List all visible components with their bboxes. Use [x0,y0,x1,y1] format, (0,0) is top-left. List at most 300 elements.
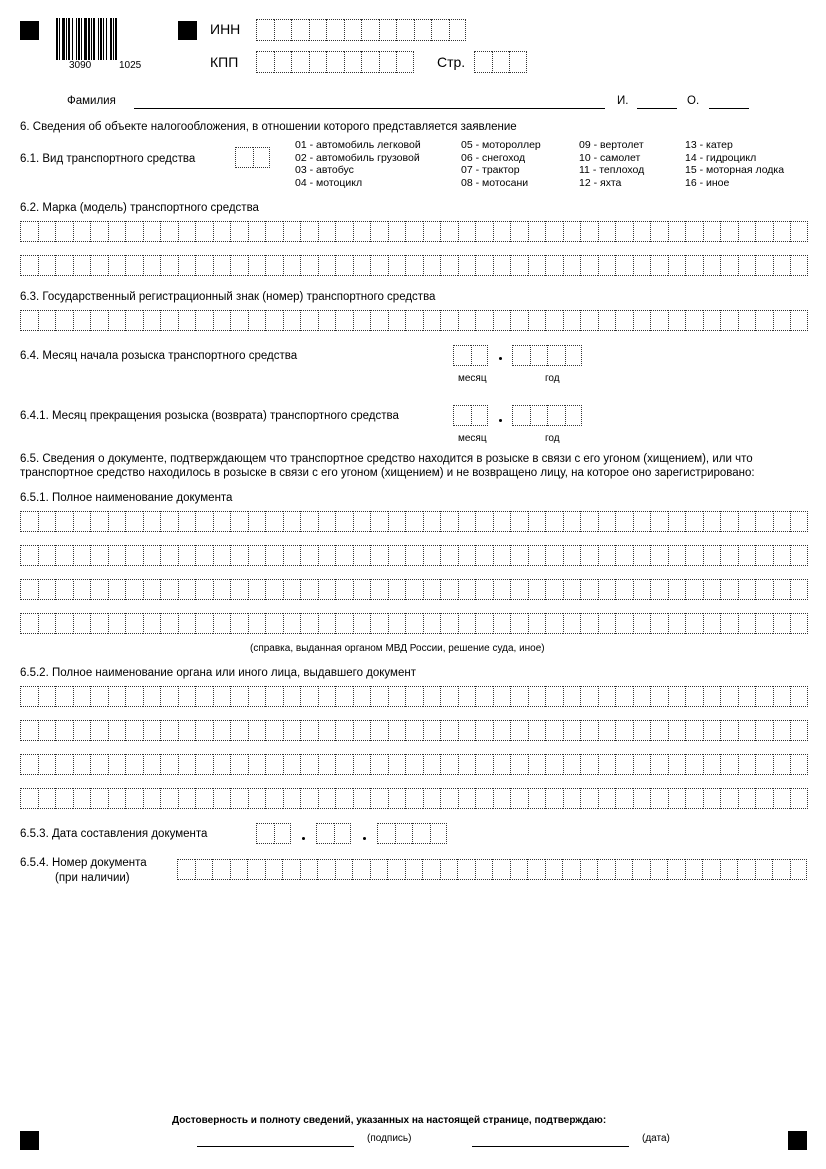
entry-cell[interactable] [650,579,668,600]
entry-cell[interactable] [563,686,581,707]
initial-i-line[interactable] [637,108,677,109]
entry-cell[interactable] [334,823,352,844]
entry-cell[interactable] [195,788,213,809]
entry-cell[interactable] [545,686,563,707]
entry-cell[interactable] [143,788,161,809]
entry-cell[interactable] [300,720,318,741]
entry-cell[interactable] [423,255,441,276]
entry-cell[interactable] [370,255,388,276]
entry-cell[interactable] [160,788,178,809]
entry-cell[interactable] [493,511,511,532]
entry-cell[interactable] [20,511,38,532]
entry-cell[interactable] [108,255,126,276]
entry-cell[interactable] [143,221,161,242]
entry-cell[interactable] [457,859,475,880]
entry-cell[interactable] [388,579,406,600]
entry-cell[interactable] [143,255,161,276]
entry-cell[interactable] [475,221,493,242]
entry-cell[interactable] [300,511,318,532]
entry-cell[interactable] [335,613,353,634]
entry-cell[interactable] [720,720,738,741]
entry-cell[interactable] [755,511,773,532]
entry-cell[interactable] [423,754,441,775]
entry-cell[interactable] [790,686,808,707]
entry-cell[interactable] [440,788,458,809]
entry-cell[interactable] [178,754,196,775]
entry-cell[interactable] [580,221,598,242]
entry-cell[interactable] [108,754,126,775]
entry-cell[interactable] [547,405,565,426]
entry-cell[interactable] [598,613,616,634]
doc-name-cells-row-1[interactable] [20,511,808,532]
entry-cell[interactable] [370,221,388,242]
entry-cell[interactable] [580,720,598,741]
entry-cell[interactable] [405,310,423,331]
entry-cell[interactable] [598,255,616,276]
entry-cell[interactable] [650,221,668,242]
entry-cell[interactable] [195,255,213,276]
entry-cell[interactable] [300,255,318,276]
entry-cell[interactable] [352,859,370,880]
entry-cell[interactable] [73,511,91,532]
entry-cell[interactable] [283,255,301,276]
entry-cell[interactable] [108,613,126,634]
entry-cell[interactable] [633,221,651,242]
entry-cell[interactable] [633,579,651,600]
entry-cell[interactable] [528,686,546,707]
entry-cell[interactable] [773,686,791,707]
entry-cell[interactable] [309,51,327,73]
entry-cell[interactable] [510,545,528,566]
entry-cell[interactable] [650,310,668,331]
entry-cell[interactable] [598,221,616,242]
entry-cell[interactable] [353,221,371,242]
entry-cell[interactable] [195,310,213,331]
entry-cell[interactable] [685,310,703,331]
entry-cell[interactable] [545,720,563,741]
entry-cell[interactable] [38,788,56,809]
entry-cell[interactable] [738,221,756,242]
entry-cell[interactable] [773,579,791,600]
entry-cell[interactable] [528,255,546,276]
entry-cell[interactable] [563,310,581,331]
entry-cell[interactable] [195,545,213,566]
entry-cell[interactable] [265,720,283,741]
entry-cell[interactable] [703,255,721,276]
entry-cell[interactable] [475,720,493,741]
entry-cell[interactable] [316,823,334,844]
entry-cell[interactable] [335,686,353,707]
entry-cell[interactable] [650,720,668,741]
entry-cell[interactable] [213,754,231,775]
entry-cell[interactable] [545,511,563,532]
entry-cell[interactable] [405,221,423,242]
entry-cell[interactable] [475,754,493,775]
entry-cell[interactable] [668,720,686,741]
entry-cell[interactable] [493,221,511,242]
entry-cell[interactable] [353,788,371,809]
entry-cell[interactable] [90,310,108,331]
entry-cell[interactable] [283,579,301,600]
entry-cell[interactable] [38,579,56,600]
entry-cell[interactable] [20,310,38,331]
entry-cell[interactable] [230,720,248,741]
entry-cell[interactable] [388,255,406,276]
entry-cell[interactable] [703,686,721,707]
entry-cell[interactable] [423,310,441,331]
entry-cell[interactable] [195,859,213,880]
entry-cell[interactable] [668,511,686,532]
issuer-cells-row-3[interactable] [20,754,808,775]
entry-cell[interactable] [178,511,196,532]
entry-cell[interactable] [90,545,108,566]
entry-cell[interactable] [650,754,668,775]
entry-cell[interactable] [361,51,379,73]
entry-cell[interactable] [580,788,598,809]
entry-cell[interactable] [528,613,546,634]
entry-cell[interactable] [633,545,651,566]
entry-cell[interactable] [108,511,126,532]
entry-cell[interactable] [738,754,756,775]
entry-cell[interactable] [213,221,231,242]
entry-cell[interactable] [387,859,405,880]
entry-cell[interactable] [755,686,773,707]
entry-cell[interactable] [633,511,651,532]
entry-cell[interactable] [475,686,493,707]
entry-cell[interactable] [510,859,528,880]
entry-cell[interactable] [737,859,755,880]
entry-cell[interactable] [125,545,143,566]
entry-cell[interactable] [580,255,598,276]
entry-cell[interactable] [440,310,458,331]
entry-cell[interactable] [370,613,388,634]
entry-cell[interactable] [370,686,388,707]
entry-cell[interactable] [528,221,546,242]
entry-cell[interactable] [20,754,38,775]
entry-cell[interactable] [563,720,581,741]
issuer-cells-row-2[interactable] [20,720,808,741]
entry-cell[interactable] [633,613,651,634]
entry-cell[interactable] [738,720,756,741]
entry-cell[interactable] [405,859,423,880]
entry-cell[interactable] [370,310,388,331]
entry-cell[interactable] [493,788,511,809]
entry-cell[interactable] [755,859,773,880]
entry-cell[interactable] [213,686,231,707]
entry-cell[interactable] [108,686,126,707]
entry-cell[interactable] [565,405,583,426]
entry-cell[interactable] [335,545,353,566]
entry-cell[interactable] [344,19,362,41]
entry-cell[interactable] [475,511,493,532]
entry-cell[interactable] [790,511,808,532]
entry-cell[interactable] [703,788,721,809]
entry-cell[interactable] [440,255,458,276]
entry-cell[interactable] [282,859,300,880]
entry-cell[interactable] [55,221,73,242]
entry-cell[interactable] [248,221,266,242]
entry-cell[interactable] [703,579,721,600]
entry-cell[interactable] [335,511,353,532]
entry-cell[interactable] [73,310,91,331]
entry-cell[interactable] [160,579,178,600]
entry-cell[interactable] [650,686,668,707]
entry-cell[interactable] [300,221,318,242]
entry-cell[interactable] [414,19,432,41]
entry-cell[interactable] [195,720,213,741]
entry-cell[interactable] [73,221,91,242]
initial-o-line[interactable] [709,108,749,109]
entry-cell[interactable] [720,545,738,566]
entry-cell[interactable] [73,255,91,276]
entry-cell[interactable] [283,686,301,707]
entry-cell[interactable] [265,686,283,707]
entry-cell[interactable] [395,823,413,844]
entry-cell[interactable] [178,545,196,566]
entry-cell[interactable] [55,720,73,741]
entry-cell[interactable] [274,51,292,73]
entry-cell[interactable] [353,545,371,566]
entry-cell[interactable] [388,788,406,809]
entry-cell[interactable] [248,686,266,707]
entry-cell[interactable] [580,613,598,634]
entry-cell[interactable] [668,310,686,331]
entry-cell[interactable] [773,310,791,331]
entry-cell[interactable] [615,221,633,242]
issuer-cells-row-4[interactable] [20,788,808,809]
entry-cell[interactable] [530,405,548,426]
entry-cell[interactable] [790,859,808,880]
entry-cell[interactable] [73,788,91,809]
entry-cell[interactable] [720,310,738,331]
entry-cell[interactable] [755,754,773,775]
entry-cell[interactable] [423,221,441,242]
entry-cell[interactable] [598,579,616,600]
entry-cell[interactable] [545,221,563,242]
entry-cell[interactable] [20,686,38,707]
entry-cell[interactable] [55,579,73,600]
entry-cell[interactable] [738,579,756,600]
entry-cell[interactable] [615,686,633,707]
page-number-cells[interactable] [474,51,527,73]
entry-cell[interactable] [545,859,563,880]
entry-cell[interactable] [38,511,56,532]
entry-cell[interactable] [125,754,143,775]
entry-cell[interactable] [703,613,721,634]
entry-cell[interactable] [143,511,161,532]
entry-cell[interactable] [73,579,91,600]
entry-cell[interactable] [580,859,598,880]
entry-cell[interactable] [440,754,458,775]
entry-cell[interactable] [125,686,143,707]
entry-cell[interactable] [318,310,336,331]
entry-cell[interactable] [213,613,231,634]
entry-cell[interactable] [230,545,248,566]
vehicle-type-cells[interactable] [235,147,270,168]
entry-cell[interactable] [615,511,633,532]
entry-cell[interactable] [248,545,266,566]
entry-cell[interactable] [370,511,388,532]
entry-cell[interactable] [405,686,423,707]
entry-cell[interactable] [55,255,73,276]
entry-cell[interactable] [248,788,266,809]
entry-cell[interactable] [55,310,73,331]
entry-cell[interactable] [283,720,301,741]
entry-cell[interactable] [685,788,703,809]
entry-cell[interactable] [633,686,651,707]
entry-cell[interactable] [300,788,318,809]
entry-cell[interactable] [125,720,143,741]
entry-cell[interactable] [563,613,581,634]
entry-cell[interactable] [213,579,231,600]
entry-cell[interactable] [178,686,196,707]
entry-cell[interactable] [344,51,362,73]
entry-cell[interactable] [90,221,108,242]
entry-cell[interactable] [431,19,449,41]
entry-cell[interactable] [512,345,530,366]
entry-cell[interactable] [703,545,721,566]
entry-cell[interactable] [528,788,546,809]
entry-cell[interactable] [73,720,91,741]
entry-cell[interactable] [412,823,430,844]
entry-cell[interactable] [423,511,441,532]
entry-cell[interactable] [580,511,598,532]
entry-cell[interactable] [510,511,528,532]
entry-cell[interactable] [90,579,108,600]
entry-cell[interactable] [755,720,773,741]
entry-cell[interactable] [230,754,248,775]
entry-cell[interactable] [449,19,467,41]
entry-cell[interactable] [598,754,616,775]
entry-cell[interactable] [291,19,309,41]
entry-cell[interactable] [458,255,476,276]
entry-cell[interactable] [265,613,283,634]
entry-cell[interactable] [20,579,38,600]
entry-cell[interactable] [300,754,318,775]
signature-line[interactable] [197,1146,354,1147]
entry-cell[interactable] [300,579,318,600]
entry-cell[interactable] [703,720,721,741]
entry-cell[interactable] [475,545,493,566]
entry-cell[interactable] [720,788,738,809]
entry-cell[interactable] [353,579,371,600]
entry-cell[interactable] [160,310,178,331]
entry-cell[interactable] [580,754,598,775]
entry-cell[interactable] [326,51,344,73]
entry-cell[interactable] [738,310,756,331]
entry-cell[interactable] [598,686,616,707]
entry-cell[interactable] [300,859,318,880]
entry-cell[interactable] [388,686,406,707]
entry-cell[interactable] [493,545,511,566]
entry-cell[interactable] [230,613,248,634]
entry-cell[interactable] [274,19,292,41]
entry-cell[interactable] [300,310,318,331]
entry-cell[interactable] [73,545,91,566]
entry-cell[interactable] [633,788,651,809]
entry-cell[interactable] [510,686,528,707]
entry-cell[interactable] [755,310,773,331]
entry-cell[interactable] [738,255,756,276]
entry-cell[interactable] [440,511,458,532]
entry-cell[interactable] [702,859,720,880]
entry-cell[interactable] [396,19,414,41]
entry-cell[interactable] [563,255,581,276]
entry-cell[interactable] [563,221,581,242]
entry-cell[interactable] [318,754,336,775]
entry-cell[interactable] [90,686,108,707]
entry-cell[interactable] [493,310,511,331]
entry-cell[interactable] [353,310,371,331]
entry-cell[interactable] [458,686,476,707]
entry-cell[interactable] [300,545,318,566]
entry-cell[interactable] [458,613,476,634]
entry-cell[interactable] [738,686,756,707]
entry-cell[interactable] [720,754,738,775]
entry-cell[interactable] [230,859,248,880]
entry-cell[interactable] [213,788,231,809]
entry-cell[interactable] [370,754,388,775]
entry-cell[interactable] [335,754,353,775]
entry-cell[interactable] [379,51,397,73]
entry-cell[interactable] [580,579,598,600]
entry-cell[interactable] [528,310,546,331]
entry-cell[interactable] [396,51,414,73]
entry-cell[interactable] [563,754,581,775]
entry-cell[interactable] [755,579,773,600]
entry-cell[interactable] [405,720,423,741]
entry-cell[interactable] [528,720,546,741]
kpp-cells[interactable] [256,51,414,73]
entry-cell[interactable] [790,613,808,634]
issuer-cells-row-1[interactable] [20,686,808,707]
doc-date-year-cells[interactable] [377,823,447,844]
entry-cell[interactable] [667,859,685,880]
entry-cell[interactable] [474,51,492,73]
entry-cell[interactable] [615,613,633,634]
entry-cell[interactable] [291,51,309,73]
entry-cell[interactable] [38,754,56,775]
entry-cell[interactable] [125,613,143,634]
entry-cell[interactable] [565,345,583,366]
entry-cell[interactable] [317,859,335,880]
entry-cell[interactable] [545,754,563,775]
entry-cell[interactable] [773,511,791,532]
entry-cell[interactable] [703,754,721,775]
entry-cell[interactable] [773,754,791,775]
entry-cell[interactable] [388,310,406,331]
entry-cell[interactable] [108,545,126,566]
entry-cell[interactable] [265,255,283,276]
entry-cell[interactable] [38,720,56,741]
entry-cell[interactable] [20,545,38,566]
entry-cell[interactable] [685,545,703,566]
entry-cell[interactable] [545,613,563,634]
entry-cell[interactable] [668,221,686,242]
entry-cell[interactable] [195,754,213,775]
entry-cell[interactable] [685,686,703,707]
entry-cell[interactable] [685,579,703,600]
entry-cell[interactable] [247,859,265,880]
entry-cell[interactable] [563,579,581,600]
entry-cell[interactable] [55,686,73,707]
entry-cell[interactable] [178,579,196,600]
entry-cell[interactable] [318,255,336,276]
entry-cell[interactable] [545,255,563,276]
entry-cell[interactable] [178,613,196,634]
entry-cell[interactable] [755,255,773,276]
entry-cell[interactable] [90,720,108,741]
